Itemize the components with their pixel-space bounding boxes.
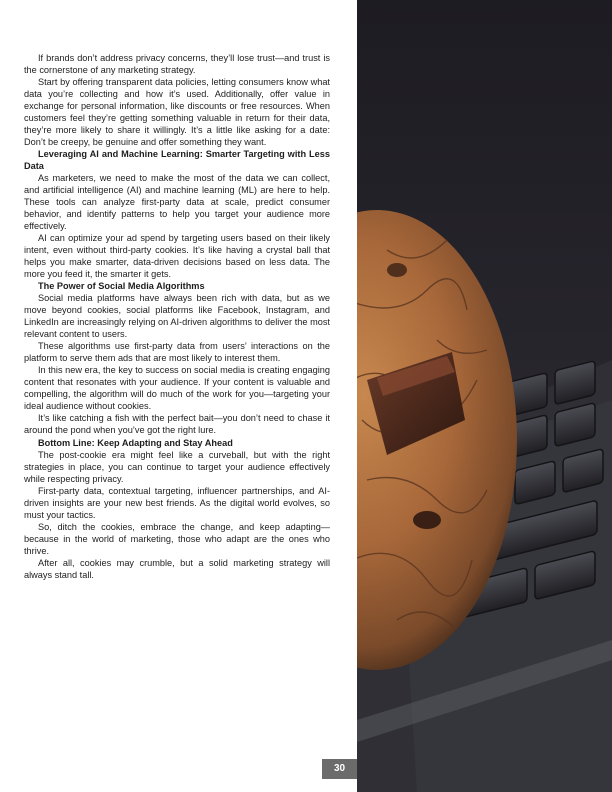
cookie-laptop-photo [357, 0, 612, 792]
paragraph: As marketers, we need to make the most of the data we can collect, and artificial intelligence (AI) and machine learning (ML) are here to help. These tools can analyze first-party data at scale, predict consumer behavior, and identify patterns to help you target your audience more effectively. [24, 173, 330, 232]
paragraph: It’s like catching a fish with the perfect bait—you don’t need to chase it around the pond when you’ve got the right lure. [24, 413, 330, 436]
paragraph: In this new era, the key to success on social media is creating engaging content that resonates with your audience. If your content is valuable and compelling, the algorithm will do much of the work for you—targeting your ideal audience without cookies. [24, 365, 330, 412]
page-number: 30 [322, 759, 357, 779]
paragraph: If brands don’t address privacy concerns, they’ll lose trust—and trust is the cornerstone of any marketing strategy. [24, 53, 330, 76]
section-heading: Bottom Line: Keep Adapting and Stay Ahead [38, 437, 233, 448]
paragraph: First-party data, contextual targeting, influencer partnerships, and AI-driven insights are your new best friends. As the digital world evolves, so must your tactics. [24, 485, 330, 520]
paragraph: Start by offering transparent data policies, letting consumers know what data you’re collecting and how it’s used. Additionally, offer value in exchange for personal information, like discounts or free resources. When customers feel they’re getting something valuable in return for their data, they’re more likely to share it willingly. It’s a little like asking for a date: Don’t be creepy, be genuine and offer something they want. [24, 77, 330, 148]
article-body [24, 52, 330, 581]
section-heading: Leveraging AI and Machine Learning: Smarter Targeting with Less Data [24, 149, 330, 172]
paragraph: After all, cookies may crumble, but a solid marketing strategy will always stand tall. [24, 557, 330, 580]
paragraph: Social media platforms have always been rich with data, but as we move beyond cookies, social platforms like Facebook, Instagram, and LinkedIn are increasingly relying on AI-driven algorithms to deliver the most relevant content to users. [24, 293, 330, 340]
paragraph: AI can optimize your ad spend by targeting users based on their likely intent, even without third-party cookies. It’s like having a crystal ball that helps you make smarter, data-driven decisions based on less data. The more you feed it, the smarter it gets. [24, 233, 330, 280]
paragraph: So, ditch the cookies, embrace the change, and keep adapting—because in the world of marketing, those who adapt are the ones who thrive. [24, 521, 330, 556]
section-heading: The Power of Social Media Algorithms [38, 281, 205, 292]
paragraph: These algorithms use first-party data from users’ interactions on the platform to serve them ads that are most likely to interest them. [24, 341, 330, 364]
paragraph: The post-cookie era might feel like a curveball, but with the right strategies in place, you can continue to target your audience effectively while respecting privacy. [24, 449, 330, 484]
